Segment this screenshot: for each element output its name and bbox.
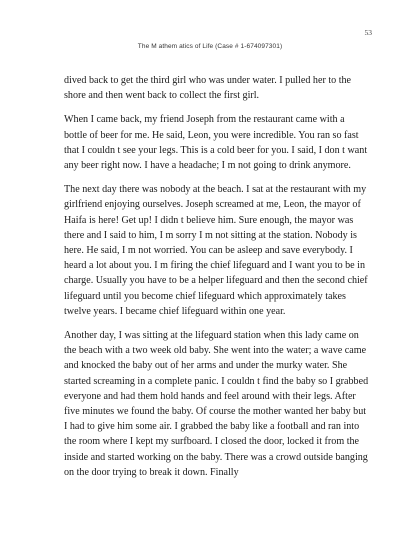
- paragraph: dived back to get the third girl who was under water. I pulled her to the shore and then went back to collect the first girl.: [64, 75, 352, 102]
- paragraph: Another day, I was sitting at the lifeguard station when this lady came on the beach with a two week old baby. She went into the water; a wave came and knocked the baby out of her arms and under the murky water. She started screaming in a complete panic. I couldn t find the baby so I grabbed everyone and had them hold hands and feel around with their legs. After five minutes we found the baby. Of course the mother wanted her baby but I had to give him some air. I grabbed the baby like a football and ran into the room where I kept my surfboard. I closed the door, locked it from the inside and started working on the baby. There was a crowd outside banging on the door trying to break it down. Finally: [64, 330, 369, 478]
- page-number: 53: [364, 28, 372, 37]
- paragraph: When I came back, my friend Joseph from the restaurant came with a bottle of beer for me. He said, Leon, you were incredible. You ran so fast that I couldn t see your legs. This is a cold beer for you. I said, I don t want any beer right now. I have a headache; I m not going to drink anymore.: [64, 114, 368, 172]
- body-text: [64, 73, 369, 489]
- paragraph: The next day there was nobody at the beach. I sat at the restaurant with my girlfriend enjoying ourselves. Joseph screamed at me, Leon, the mayor of Haifa is here! Get up! I didn t believe him. Sure enough, the mayor was there and I said to him, I m sorry I m not sitting at the station. Nobody is here. He said, I m not worried. You can be asleep and save everybody. I heard a lot about you. I m firing the chief lifeguard and I want you to be in charge. Usually you have to be a helper lifeguard and then the second chief lifeguard until you become chief lifeguard which approximately takes twelve years. I became chief lifeguard within one year.: [64, 184, 368, 317]
- running-header: The M athem atics of Life (Case # 1-674097301): [137, 43, 283, 50]
